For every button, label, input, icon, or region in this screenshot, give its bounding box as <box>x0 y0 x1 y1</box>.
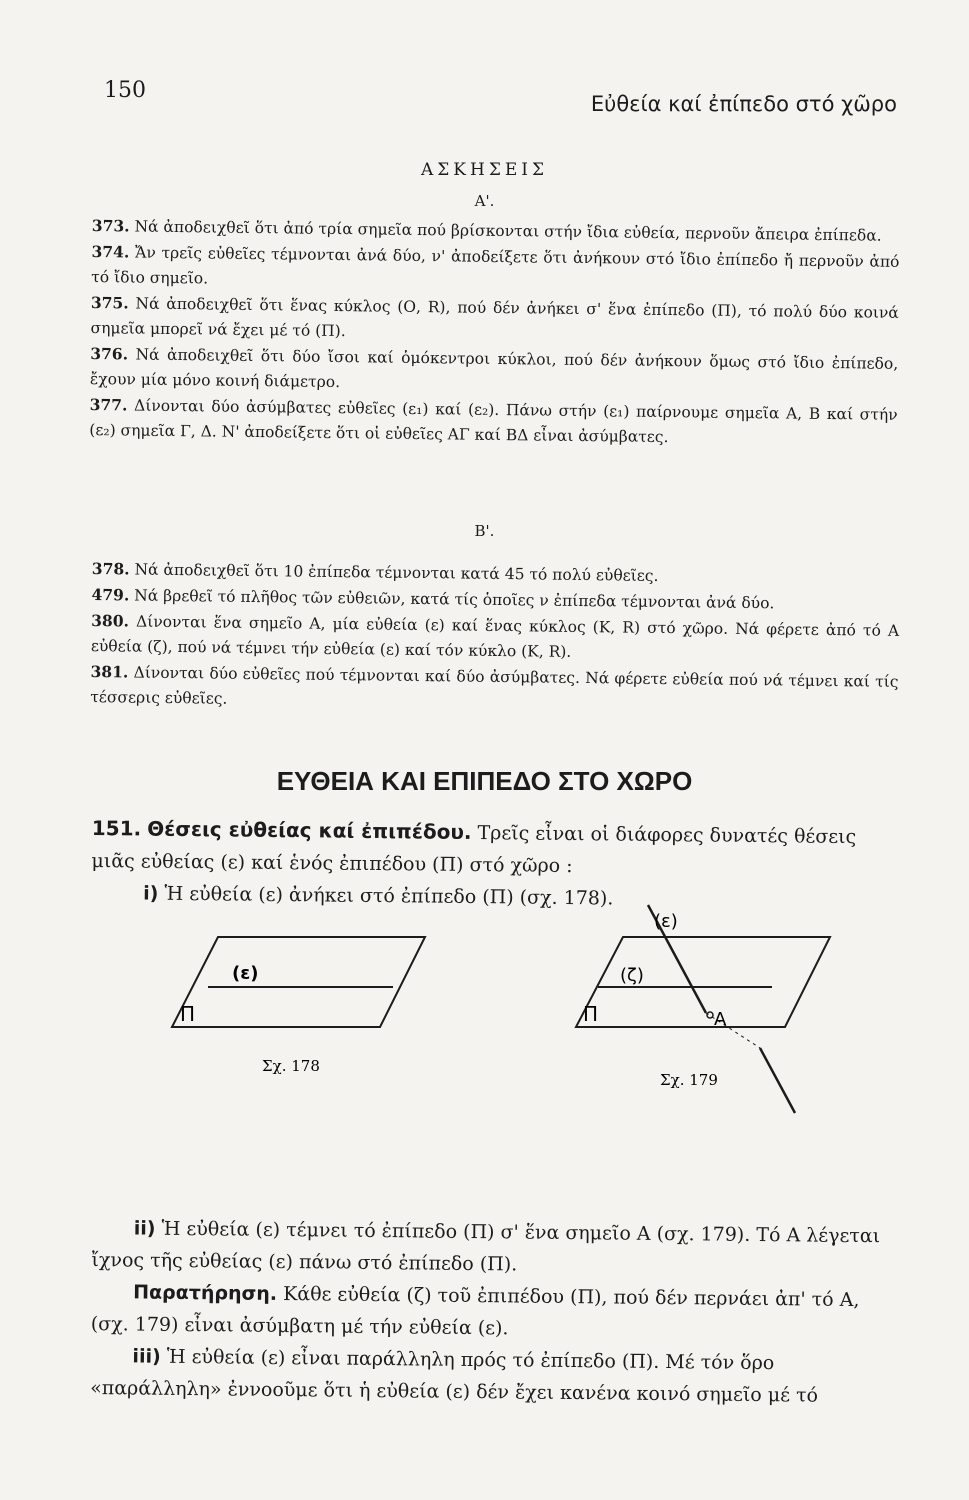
figure-179 <box>576 905 830 1113</box>
plane-label: Π <box>180 1002 196 1026</box>
line-e-label: (ε) <box>232 963 259 984</box>
exercises-title: ΑΣΚΗΣΕΙΣ <box>421 160 548 180</box>
exercises-part-a <box>89 213 900 453</box>
figure-178 <box>172 937 425 1075</box>
case-i-label: i) <box>143 882 159 905</box>
case-ii <box>91 1212 900 1284</box>
paragraph-151 <box>91 812 900 885</box>
case-iii-continuation: Μέ τόν ὅρο «παράλληλη» ἐννοοῦμε ὅτι ἡ εὐθεία (ε) δέν ἔχει κανένα κοινό σημεῖο μέ τό <box>90 1350 819 1407</box>
paragraph-intro: Τρεῖς εἶναι οἱ διάφορες δυνατές θέσεις μιᾶς εὐθείας (ε) καί ἑνός ἐπιπέδου (Π) στό χῶρο : <box>91 821 857 878</box>
case-ii-text: Ἡ εὐθεία (ε) τέμνει τό ἐπίπεδο (Π) σ' ἕνα σημεῖο Α (σχ. 179). Τό Α λέγεται ἴχνος τῆς εὐθείας (ε) πάνω στό ἐπίπεδο (Π). <box>91 1217 881 1276</box>
exercise-item <box>89 392 898 453</box>
exercise-number: 378. <box>91 558 130 579</box>
part-b-label: Β'. <box>474 522 495 540</box>
exercise-number: 377. <box>89 394 128 415</box>
section-body-bottom <box>90 1212 900 1412</box>
figures <box>0 911 969 1195</box>
exercise-text: Νά ἀποδειχθεῖ ὅτι 10 ἐπίπεδα τέμνονται κατά 45 τό πολύ εὐθεῖες. <box>134 560 659 585</box>
exercise-text: Νά ἀποδειχθεῖ ὅτι δύο ἴσοι καί ὁμόκεντροι κύκλοι, πού δέν ἀνήκουν ὅμως στό ἴδιο ἐπίπεδο, ἔχουν μία μόνο κοινή διάμετρο. <box>89 345 899 392</box>
running-title: Εὐθεία καί ἐπίπεδο στό χῶρο <box>590 92 897 116</box>
exercise-number: 380. <box>91 610 130 631</box>
section-body-top <box>91 812 900 917</box>
plane-shape <box>576 937 830 1027</box>
case-i-text: Ἡ εὐθεία (ε) ἀνήκει στό ἐπίπεδο (Π) (σχ. 178). <box>158 882 614 910</box>
paragraph-number: 151. <box>91 815 142 841</box>
exercise-text: Δίνονται ἕνα σημεῖο Α, μία εὐθεία (ε) καί ἕνας κύκλος (Κ, R) στό χῶρο. Νά φέρετε ἀπό τό Α εὐθεία (ζ), πού νά τέμνει τήν εὐθεία (ε) καί τόν κύκλο (Κ, R). <box>90 612 900 661</box>
figure-caption: Σχ. 179 <box>660 1071 718 1089</box>
remark-label: Παρατήρηση. <box>133 1281 278 1305</box>
page-number: 150 <box>104 78 146 103</box>
exercise-number: 479. <box>91 584 130 605</box>
exercise-number: 376. <box>90 343 129 364</box>
remark-text: Κάθε εὐθεία (ζ) τοῦ ἐπιπέδου (Π), πού δέν περνάει ἀπ' τό Α, (σχ. 179) εἶναι ἀσύμβατη μέ τήν εὐθεία (ε). <box>90 1282 860 1340</box>
part-a-label: Α'. <box>474 192 495 210</box>
point-a-label: Α <box>714 1009 727 1030</box>
exercise-number: 373. <box>91 215 130 236</box>
case-iii-label: iii) <box>132 1345 161 1368</box>
case-ii-label: ii) <box>133 1217 156 1240</box>
line-zeta-label: (ζ) <box>620 965 644 986</box>
remark <box>91 1276 900 1348</box>
paragraph-heading: Θέσεις εὐθείας καί ἐπιπέδου. <box>147 816 472 844</box>
figure-caption: Σχ. 178 <box>262 1057 320 1075</box>
exercise-text: Ἄν τρεῖς εὐθεῖες τέμνονται ἀνά δύο, ν' ἀποδείξετε ὅτι ἀνήκουν στό ἴδιο ἐπίπεδο ἤ περνοῦν ἀπό τό ἴδιο σημεῖο. <box>91 243 900 288</box>
exercise-number: 375. <box>90 292 129 313</box>
exercise-text: Νά ἀποδειχθεῖ ὅτι ἀπό τρία σημεῖα πού βρίσκονται στήν ἴδια εὐθεία, περνοῦν ἄπειρα ἐπίπεδα. <box>134 217 882 245</box>
exercise-text: Δίνονται δύο εὐθεῖες πού τέμνονται καί δύο ἀσύμβατες. Νά φέρετε εὐθεία πού νά τέμνει καί τίς τέσσερις εὐθεῖες. <box>90 663 899 708</box>
case-iii <box>90 1340 899 1412</box>
case-iii-text: Ἡ εὐθεία (ε) εἶναι παράλληλη πρός τό ἐπίπεδο (Π). <box>160 1345 660 1373</box>
plane-shape <box>172 937 425 1027</box>
line-e-below <box>760 1048 795 1113</box>
section-title: ΕΥΘΕΙΑ ΚΑΙ ΕΠΙΠΕΔΟ ΣΤΟ ΧΩΡΟ <box>276 766 693 796</box>
exercise-item <box>90 659 899 720</box>
exercise-number: 374. <box>91 241 130 262</box>
point-a-mark <box>707 1012 713 1018</box>
exercise-text: Νά ἀποδειχθεῖ ὅτι ἕνας κύκλος (Ο, R), πού δέν ἀνήκει σ' ἕνα ἐπίπεδο (Π), τό πολύ δύο κοινά σημεῖα μπορεῖ νά ἔχει μέ τό (Π). <box>90 294 899 341</box>
exercise-number: 381. <box>90 661 129 682</box>
exercise-text: Δίνονται δύο ἀσύμβατες εὐθεῖες (ε₁) καί (ε₂). Πάνω στήν (ε₁) παίρνουμε σημεῖα Α, Β καί στήν (ε₂) σημεῖα Γ, Δ. Ν' ἀποδείξετε ὅτι οἱ εὐθεῖες ΑΓ καί ΒΔ εἶναι ἀσύμβατες. <box>89 396 898 447</box>
line-e-label: (ε) <box>654 911 678 932</box>
plane-label: Π <box>583 1002 599 1026</box>
exercise-text: Νά βρεθεῖ τό πλῆθος τῶν εὐθειῶν, κατά τίς ὁποῖες ν ἐπίπεδα τέμνονται ἀνά δύο. <box>134 586 775 613</box>
exercises-part-b <box>90 556 900 720</box>
